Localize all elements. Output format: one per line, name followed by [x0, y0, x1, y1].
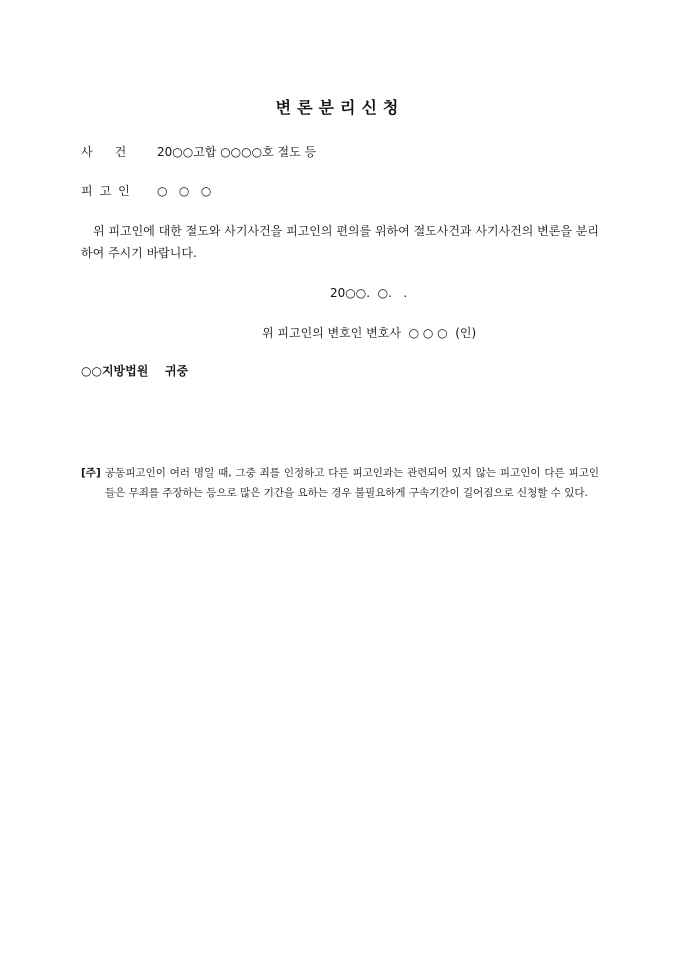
defendant-label: 피고인 [81, 184, 137, 198]
court-addressee: ○○지방법원 귀중 [81, 364, 189, 378]
request-body: 위 피고인에 대한 절도와 사기사건을 피고인의 편의를 위하여 절도사건과 사기사건의 변론을 분리하여 주시기 바랍니다. [81, 224, 599, 260]
case-label: 사건 [81, 145, 149, 159]
case-row [81, 143, 316, 160]
footnote [81, 463, 599, 503]
footnote-text: 공동피고인이 여러 명일 때, 그중 죄를 인정하고 다른 피고인과는 관련되어 있지 않는 피고인이 다른 피고인들은 무죄를 주장하는 등으로 많은 기간을 요하는 경우 불필요하게 구속기간이 길어짐으로 신청할 수 있다. [105, 467, 599, 499]
footnote-tag: [주] [81, 467, 101, 479]
request-date: 20○○. ○. . [330, 286, 408, 300]
case-value: 20○○고합 ○○○○호 절도 등 [157, 145, 317, 159]
document-title: 변론분리신청 [275, 98, 405, 117]
defendant-value: ○ ○ ○ [157, 184, 212, 198]
defendant-row [81, 182, 211, 199]
attorney-signature: 위 피고인의 변호인 변호사 ○ ○ ○ (인) [262, 326, 477, 340]
